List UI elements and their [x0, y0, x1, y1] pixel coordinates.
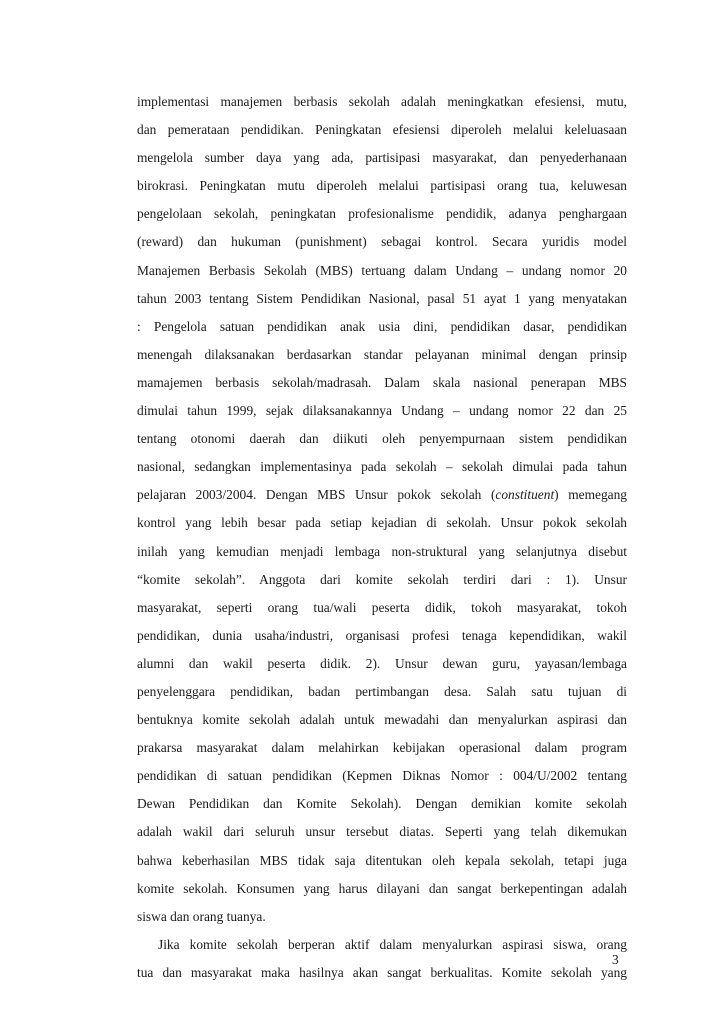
text-line-with-italic	[137, 481, 627, 509]
text-line: prakarsa masyarakat dalam melahirkan kebijakan operasional dalam program	[137, 740, 627, 756]
paragraph-1	[137, 88, 627, 931]
text-line: adalah wakil dari seluruh unsur tersebut diatas. Seperti yang telah dikemukan	[137, 824, 627, 840]
text-fragment: pelajaran 2003/2004. Dengan MBS Unsur pokok sekolah (	[137, 487, 496, 503]
paragraph-2	[137, 931, 627, 987]
text-line: pengelolaan sekolah, peningkatan profesionalisme pendidik, adanya penghargaan	[137, 206, 627, 222]
text-line-indented: Jika komite sekolah berperan aktif dalam menyalurkan aspirasi siswa, orang	[158, 936, 627, 952]
text-line: alumni dan wakil peserta didik. 2). Unsur dewan guru, yayasan/lembaga	[137, 655, 627, 671]
text-line: tahun 2003 tentang Sistem Pendidikan Nasional, pasal 51 ayat 1 yang menyatakan	[137, 290, 627, 306]
document-body	[137, 88, 627, 987]
text-line: pendidikan di satuan pendidikan (Kepmen Diknas Nomor : 004/U/2002 tentang	[137, 768, 627, 784]
text-line: nasional, sedangkan implementasinya pada sekolah – sekolah dimulai pada tahun	[137, 459, 627, 475]
text-line: pendidikan, dunia usaha/industri, organisasi profesi tenaga kependidikan, wakil	[137, 627, 627, 643]
text-line: bentuknya komite sekolah adalah untuk mewadahi dan menyalurkan aspirasi dan	[137, 712, 627, 728]
text-line: penyelenggara pendidikan, badan pertimbangan desa. Salah satu tujuan di	[137, 683, 627, 699]
text-line: Manajemen Berbasis Sekolah (MBS) tertuang dalam Undang – undang nomor 20	[137, 262, 627, 278]
text-line: : Pengelola satuan pendidikan anak usia dini, pendidikan dasar, pendidikan	[137, 318, 627, 334]
text-line: mamajemen berbasis sekolah/madrasah. Dalam skala nasional penerapan MBS	[137, 374, 627, 390]
text-line: tua dan masyarakat maka hasilnya akan sangat berkualitas. Komite sekolah yang	[137, 964, 627, 980]
text-fragment: ) memegang	[554, 487, 627, 503]
text-line: (reward) dan hukuman (punishment) sebagai kontrol. Secara yuridis model	[137, 234, 627, 250]
text-line: komite sekolah. Konsumen yang harus dilayani dan sangat berkepentingan adalah	[137, 880, 627, 896]
text-line: birokrasi. Peningkatan mutu diperoleh melalui partisipasi orang tua, keluwesan	[137, 178, 627, 194]
text-line: Dewan Pendidikan dan Komite Sekolah). Dengan demikian komite sekolah	[137, 796, 627, 812]
page-number: 3	[612, 952, 619, 967]
text-line: dan pemerataan pendidikan. Peningkatan efesiensi diperoleh melalui keleluasaan	[137, 122, 627, 138]
text-line: implementasi manajemen berbasis sekolah adalah meningkatkan efesiensi, mutu,	[137, 94, 627, 109]
text-line: dimulai tahun 1999, sejak dilaksanakannya Undang – undang nomor 22 dan 25	[137, 403, 627, 419]
text-line: menengah dilaksanakan berdasarkan standar pelayanan minimal dengan prinsip	[137, 346, 627, 362]
text-line: inilah yang kemudian menjadi lembaga non-struktural yang selanjutnya disebut	[137, 543, 627, 559]
text-line: mengelola sumber daya yang ada, partisipasi masyarakat, dan penyederhanaan	[137, 150, 627, 166]
italic-term: constituent	[495, 487, 555, 503]
text-line: kontrol yang lebih besar pada setiap kejadian di sekolah. Unsur pokok sekolah	[137, 515, 627, 531]
text-line: masyarakat, seperti orang tua/wali peserta didik, tokoh masyarakat, tokoh	[137, 599, 627, 615]
text-line-last: siswa dan orang tuanya.	[137, 908, 266, 924]
text-line: bahwa keberhasilan MBS tidak saja ditentukan oleh kepala sekolah, tetapi juga	[137, 852, 627, 868]
text-line: tentang otonomi daerah dan diikuti oleh penyempurnaan sistem pendidikan	[137, 431, 627, 447]
text-line: “komite sekolah”. Anggota dari komite sekolah terdiri dari : 1). Unsur	[137, 571, 627, 587]
